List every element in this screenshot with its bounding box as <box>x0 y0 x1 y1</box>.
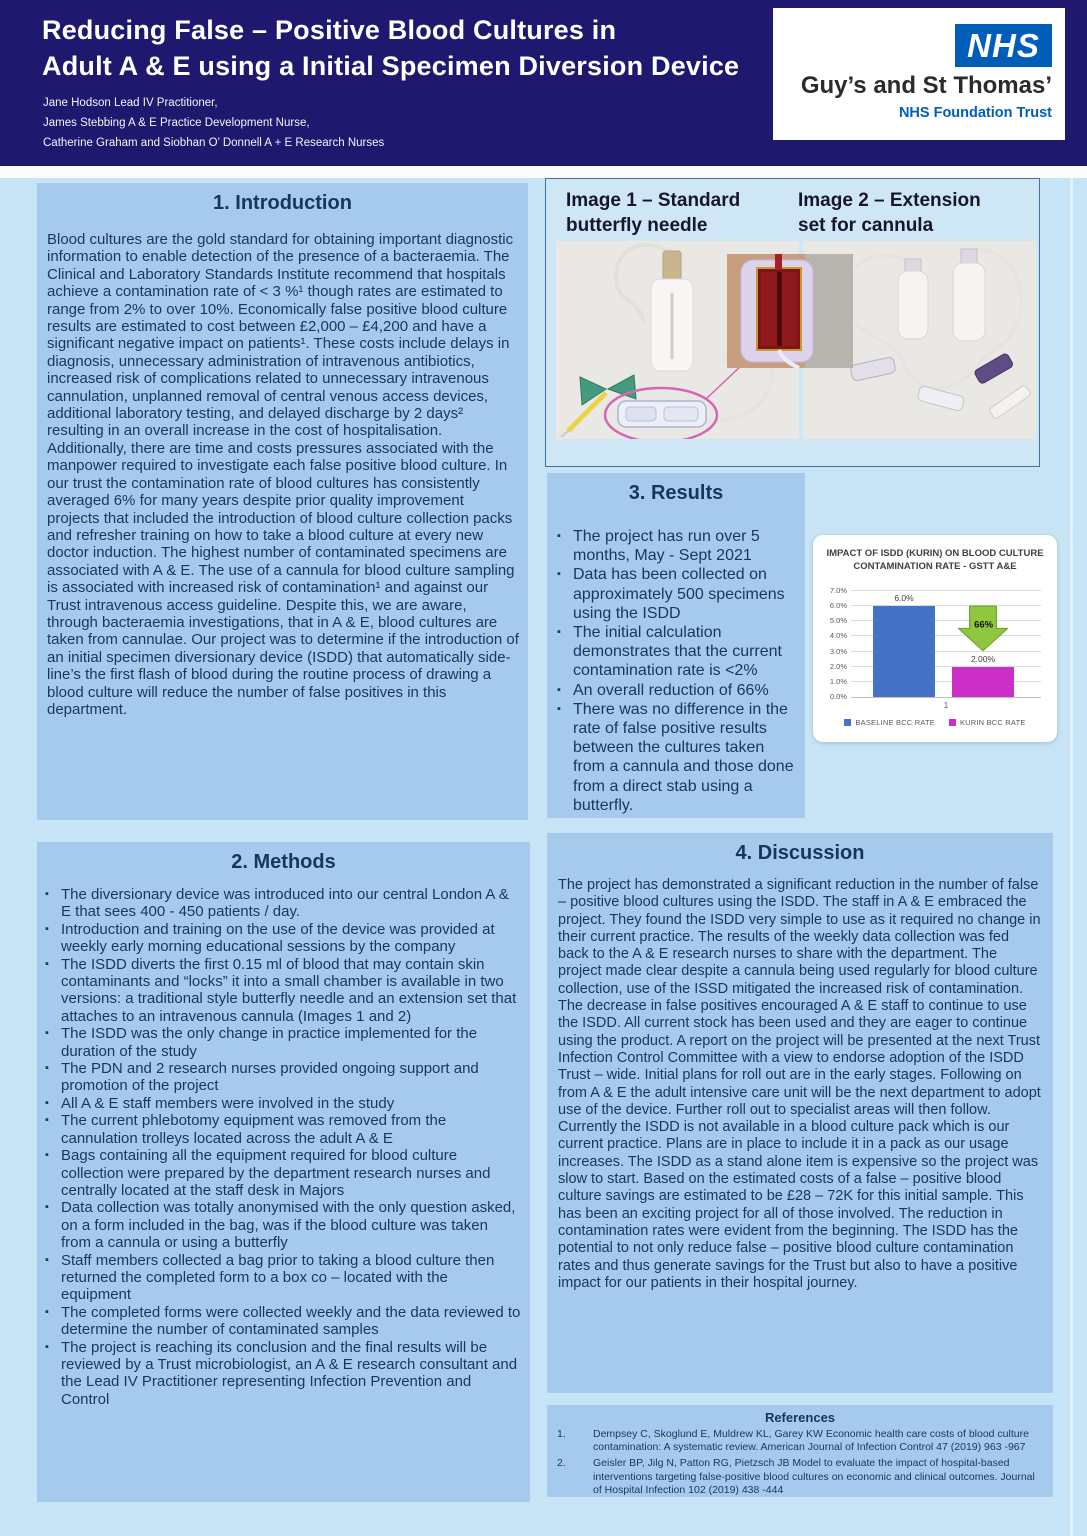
bar-value-label: 6.0% <box>894 593 914 604</box>
gridline <box>851 590 1041 591</box>
reference-item: 2. Geisler BP, Jilg N, Patton RG, Pietzsch JB Model to evaluate the impact of hospital-based interventions targeting false-positive blood cultures on economic and clinical outcomes. Journal of Hospital Infection 102 (2019) 438 -444 <box>557 1457 1035 1496</box>
bar-baseline <box>873 606 935 697</box>
method-bullet: ▪ The ISDD diverts the first 0.15 ml of blood that may contain skin contaminants and “locks” it into a small chamber is available in two versions: a traditional style butterfly needle and an extension set that attaches to an intravenous cannula (Images 1 and 2) <box>61 956 522 1026</box>
legend-label: BASELINE BCC RATE <box>855 718 935 727</box>
y-tick-label: 0.0% <box>829 692 847 701</box>
y-tick-label: 5.0% <box>829 616 847 626</box>
method-bullet: ▪ The completed forms were collected weekly and the data reviewed to determine the number of contaminated samples <box>61 1304 522 1339</box>
method-bullet: ▪ The diversionary device was introduced into our central London A & E that sees 400 - 450 patients / day. <box>61 886 522 921</box>
section-discussion <box>547 833 1053 1393</box>
legend-item <box>844 718 935 727</box>
chart-legend <box>813 718 1057 727</box>
discussion-body: The project has demonstrated a significant reduction in the number of false – positive blood cultures using the ISDD. The staff in A & E embraced the project. They found the ISDD very simple to use as it required no change in their current practice. The results of the weekly data collection was fed back to the A & E research nurses to share with the department. The project made clear despite a cannula being used regularly for blood culture collection, use of the ISSD mitigated the increased risk of contamination. The decrease in false positives encouraged A & E staff to continue to use the ISDD. All current stock has been used and they are eager to continue using the product. A report on the project will be presented at the next Trust Infection Control Committee with a view to endorse adoption of the ISDD Trust – wide. Initial plans for roll out are in the early stages. Following on from A & E the adult intensive care unit will be the next department to adopt use of the device. Further roll out to specialist areas will then follow. Currently the ISDD is not available in a blood culture pack which is our current practice. Plans are in place to include it in a pack as our usage increases. The ISDD as a stand alone item is expensive so the project was slow to start. Based on the estimated costs of a false – positive blood culture savings are estimated to be £28 – 72K for this initial sample. This has been an exciting project for all of those involved. The reduction in contamination rates were evident from the beginning. The ISDD has the potential to not only reduce false – positive blood culture contamination rates and thus generate savings for the Trust but also to have a positive impact for our patients in their hospital journey. <box>558 877 1041 1291</box>
poster-title-line1: Reducing False – Positive Blood Cultures in <box>42 15 617 45</box>
nhs-logo <box>773 8 1065 140</box>
svg-text:66%: 66% <box>974 619 994 631</box>
page-edge-highlight <box>1070 178 1073 1536</box>
method-bullet: ▪ All A & E staff members were involved in the study <box>61 1095 522 1112</box>
inset-photo <box>727 254 853 368</box>
chart-title-line: CONTAMINATION RATE - GSTT A&E <box>853 561 1017 572</box>
legend-swatch <box>844 719 851 726</box>
authors-block <box>43 93 384 153</box>
chart-title-line: IMPACT OF ISDD (KURIN) ON BLOOD CULTURE <box>826 548 1044 559</box>
poster-title-line2: Adult A & E using a Initial Specimen Diversion Device <box>42 51 740 81</box>
discussion-heading: 4. Discussion <box>735 842 865 864</box>
references-heading: References <box>764 1410 836 1425</box>
trust-name: Guy’s and St Thomas’ <box>800 72 1052 99</box>
methods-list <box>37 886 530 1408</box>
x-category-label: 1 <box>943 701 949 710</box>
device-images-panel <box>545 178 1040 467</box>
methods-heading: 2. Methods <box>231 851 336 873</box>
poster-title <box>42 12 739 84</box>
image1-caption: Image 1 – Standard butterfly needle <box>566 190 741 236</box>
header-banner <box>0 0 1087 166</box>
method-bullet: ▪ The project is reaching its conclusion and the final results will be reviewed by a Trust microbiologist, an A & E research consultant and the Lead IV Practitioner representing Infection Prevention and Control <box>61 1339 522 1409</box>
y-tick-label: 1.0% <box>829 676 847 686</box>
method-bullet: ▪ Staff members collected a bag prior to taking a blood culture then returned the completed form to a box co – located with the equipment <box>61 1252 522 1304</box>
contamination-chart <box>813 535 1057 742</box>
author-line: James Stebbing A & E Practice Development Nurse, <box>43 117 310 129</box>
result-bullet: ▪ The project has run over 5 months, May - Sept 2021 <box>573 527 800 565</box>
bar-kurin <box>952 667 1014 697</box>
results-list <box>547 527 805 815</box>
section-methods <box>37 842 530 1502</box>
trust-subtitle: NHS Foundation Trust <box>898 105 1052 121</box>
method-bullet: ▪ The current phlebotomy equipment was removed from the cannulation trolleys located across the adult A & E <box>61 1112 522 1147</box>
section-introduction <box>37 183 528 820</box>
result-bullet: ▪ The initial calculation demonstrates that the current contamination rate is <2% <box>573 623 800 681</box>
results-heading: 3. Results <box>628 482 724 504</box>
chart-title <box>819 547 1051 573</box>
y-tick-label: 7.0% <box>829 586 847 595</box>
introduction-heading: 1. Introduction <box>213 192 352 214</box>
result-bullet: ▪ There was no difference in the rate of false positive results between the cultures taken from a cannula and those done from a direct stab using a butterfly. <box>573 700 800 815</box>
image2-caption: Image 2 – Extension set for cannula <box>798 190 981 236</box>
method-bullet: ▪ Data collection was totally anonymised with the only question asked, on a form included in the bag, was if the blood culture was taken from a cannula or using a butterfly <box>61 1199 522 1251</box>
author-line: Jane Hodson Lead IV Practitioner, <box>43 97 218 109</box>
result-bullet: ▪ Data has been collected on approximately 500 specimens using the ISDD <box>573 565 800 623</box>
section-results <box>547 473 805 818</box>
method-bullet: ▪ Bags containing all the equipment required for blood culture collection were prepared by the department research nurses and centrally located at the staff desk in Majors <box>61 1147 522 1199</box>
legend-label: KURIN BCC RATE <box>959 718 1026 727</box>
method-bullet: ▪ Introduction and training on the use of the device was provided at weekly early morning educational sessions by the company <box>61 921 522 956</box>
section-references <box>547 1405 1053 1497</box>
nhs-logo-icon: NHS <box>955 24 1052 67</box>
introduction-body: Blood cultures are the gold standard for obtaining important diagnostic information to enable detection of the presence of a bacteraemia. The Clinical and Laboratory Standards Institute recommend that hospitals achieve a contamination rate of < 3 %¹ though rates are estimated to range from 2% to over 10%. Economically false positive blood culture results are estimated to cost between £2,000 – £4,200 and have a significant negative impact on patients¹. These costs include delays in diagnosis, unnecessary administration of intravenous antibiotics, increased risk of complications related to unnecessary intravenous cannulation, unplanned removal of central venous access devices, additional laboratory testing, and delayed discharge by 2 days² resulting in an overall increase in the cost of hospitalisation. Additionally, there are time and costs pressures associated with the manpower required to investigate each false positive blood culture. In our trust the contamination rate of blood cultures has consistently averaged 6% for many years despite prior quality improvement projects that included the introduction of blood culture collection packs and refresher training on how to take a blood culture at every new doctor induction. The highest number of contaminated specimens are associated with A & E. The use of a cannula for blood culture sampling is associated with increased risk of contamination¹ and against our Trust intravenous access guideline. Despite this, we are aware, through bacteraemia investigations, that in A & E, blood cultures are taken from cannulae. Our project was to determine if the introduction of an initial specimen diversionary device (ISDD) that automatically side-line’s the first flash of blood during the routine process of drawing a blood culture will reduce the number of false positives in this department. <box>47 231 519 718</box>
method-bullet: ▪ The PDN and 2 research nurses provided ongoing support and promotion of the project <box>61 1060 522 1095</box>
bar-value-label: 2.00% <box>970 653 996 664</box>
y-tick-label: 4.0% <box>829 631 847 641</box>
y-tick-label: 6.0% <box>829 601 847 611</box>
y-tick-label: 3.0% <box>829 646 847 656</box>
reduction-arrow-icon <box>950 605 1016 653</box>
result-bullet: ▪ An overall reduction of 66% <box>573 681 800 700</box>
method-bullet: ▪ The ISDD was the only change in practice implemented for the duration of the study <box>61 1025 522 1060</box>
reference-item: 1. Dempsey C, Skoglund E, Muldrew KL, Garey KW Economic health care costs of blood culture contamination: A systematic review. American Journal of Infection Control 47 (2019) 963 -967 <box>557 1428 1029 1454</box>
y-tick-label: 2.0% <box>829 661 847 671</box>
header-divider <box>0 166 1087 178</box>
author-line: Catherine Graham and Siobhan O’ Donnell A + E Research Nurses <box>43 137 385 149</box>
legend-swatch <box>949 719 956 726</box>
legend-item <box>949 718 1026 727</box>
